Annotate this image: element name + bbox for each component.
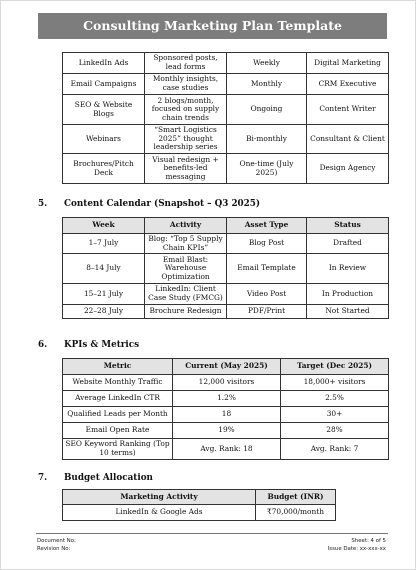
- table-cell: Brochures/Pitch Deck: [63, 154, 145, 184]
- table-cell: 1–7 July: [63, 234, 145, 254]
- table-cell: Email Open Rate: [63, 423, 173, 439]
- table-row: [63, 154, 389, 184]
- section-number: 6.: [38, 340, 48, 350]
- section-number: 7.: [38, 473, 48, 483]
- table-cell: CRM Executive: [307, 74, 389, 95]
- kpi-metrics-table: [62, 358, 389, 460]
- table-cell: Email Blast: Warehouse Optimization: [145, 254, 227, 284]
- table-cell: In Production: [307, 284, 389, 305]
- table-cell: PDF/Print: [227, 305, 307, 319]
- footer-divider: [36, 533, 388, 534]
- table-cell: Digital Marketing: [307, 53, 389, 74]
- table-row: [63, 505, 336, 521]
- table-cell: Not Started: [307, 305, 389, 319]
- table-cell: Monthly: [227, 74, 307, 95]
- table-cell: SEO & Website Blogs: [63, 95, 145, 125]
- table-cell: Design Agency: [307, 154, 389, 184]
- table-cell: Video Post: [227, 284, 307, 305]
- table-cell: Blog Post: [227, 234, 307, 254]
- column-header: Marketing Activity: [63, 490, 256, 505]
- table-cell: 30+: [281, 407, 389, 423]
- table-cell: 1.2%: [173, 391, 281, 407]
- table-row: [63, 95, 389, 125]
- footer-issue-date: Issue Date: xx-xxx-xx: [327, 546, 386, 552]
- table-row: [63, 125, 389, 154]
- column-header: Metric: [63, 359, 173, 375]
- table-cell: Monthly insights, case studies: [145, 74, 227, 95]
- section-title: KPIs & Metrics: [64, 340, 140, 350]
- table-cell: Email Template: [227, 254, 307, 284]
- table-cell: Content Writer: [307, 95, 389, 125]
- table-cell: 12,000 visitors: [173, 375, 281, 391]
- table-header-row: [63, 490, 336, 505]
- table-cell: Visual redesign + benefits-led messaging: [145, 154, 227, 184]
- table-row: [63, 423, 389, 439]
- table-cell: Avg. Rank: 7: [281, 439, 389, 460]
- table-row: [63, 254, 389, 284]
- table-cell: LinkedIn: Client Case Study (FMCG): [145, 284, 227, 305]
- table-cell: Brochure Redesign: [145, 305, 227, 319]
- table-cell: Sponsored posts, lead forms: [145, 53, 227, 74]
- table-row: [63, 74, 389, 95]
- footer-revision-no: Revision No:: [37, 546, 71, 552]
- column-header: Target (Dec 2025): [281, 359, 389, 375]
- table-cell: 19%: [173, 423, 281, 439]
- table-cell: ₹70,000/month: [256, 505, 336, 521]
- footer-sheet: Sheet: 4 of 5: [351, 538, 386, 544]
- section-heading-kpis: [38, 340, 139, 350]
- column-header: Budget (INR): [256, 490, 336, 505]
- table-cell: 28%: [281, 423, 389, 439]
- table-cell: 22–28 July: [63, 305, 145, 319]
- table-row: [63, 305, 389, 319]
- table-cell: Blog: “Top 5 Supply Chain KPIs”: [145, 234, 227, 254]
- table-row: [63, 407, 389, 423]
- table-row: [63, 234, 389, 254]
- section-title: Content Calendar (Snapshot – Q3 2025): [64, 199, 261, 209]
- table-cell: Weekly: [227, 53, 307, 74]
- section-number: 5.: [38, 199, 48, 209]
- budget-table: [62, 489, 336, 521]
- footer-document-no: Document No:: [37, 538, 76, 544]
- table-header-row: [63, 359, 389, 375]
- table-cell: 18: [173, 407, 281, 423]
- column-header: Activity: [145, 218, 227, 234]
- table-row: [63, 391, 389, 407]
- table-cell: “Smart Logistics 2025” thought leadership series: [145, 125, 227, 154]
- content-calendar-table: [62, 217, 389, 319]
- column-header: Week: [63, 218, 145, 234]
- table-header-row: [63, 218, 389, 234]
- table-cell: Ongoing: [227, 95, 307, 125]
- table-cell: Email Campaigns: [63, 74, 145, 95]
- table-row: [63, 375, 389, 391]
- table-cell: Average LinkedIn CTR: [63, 391, 173, 407]
- table-cell: 8–14 July: [63, 254, 145, 284]
- table-cell: LinkedIn & Google Ads: [63, 505, 256, 521]
- table-cell: 2 blogs/month, focused on supply chain trends: [145, 95, 227, 125]
- table-cell: Bi-monthly: [227, 125, 307, 154]
- table-row: [63, 284, 389, 305]
- table-cell: Webinars: [63, 125, 145, 154]
- table-cell: 18,000+ visitors: [281, 375, 389, 391]
- section-heading-content-calendar: [38, 199, 260, 209]
- table-cell: 15–21 July: [63, 284, 145, 305]
- section-heading-budget: [38, 473, 153, 483]
- table-cell: In Review: [307, 254, 389, 284]
- table-cell: Drafted: [307, 234, 389, 254]
- table-cell: Qualified Leads per Month: [63, 407, 173, 423]
- table-cell: Consultant & Client: [307, 125, 389, 154]
- column-header: Asset Type: [227, 218, 307, 234]
- table-cell: Avg. Rank: 18: [173, 439, 281, 460]
- channels-table: [62, 52, 389, 184]
- table-cell: SEO Keyword Ranking (Top 10 terms): [63, 439, 173, 460]
- table-cell: LinkedIn Ads: [63, 53, 145, 74]
- table-row: [63, 439, 389, 460]
- column-header: Status: [307, 218, 389, 234]
- table-row: [63, 53, 389, 74]
- table-cell: 2.5%: [281, 391, 389, 407]
- column-header: Current (May 2025): [173, 359, 281, 375]
- section-title: Budget Allocation: [64, 473, 153, 483]
- table-cell: Website Monthly Traffic: [63, 375, 173, 391]
- page-title: Consulting Marketing Plan Template: [38, 13, 387, 39]
- table-cell: One-time (July 2025): [227, 154, 307, 184]
